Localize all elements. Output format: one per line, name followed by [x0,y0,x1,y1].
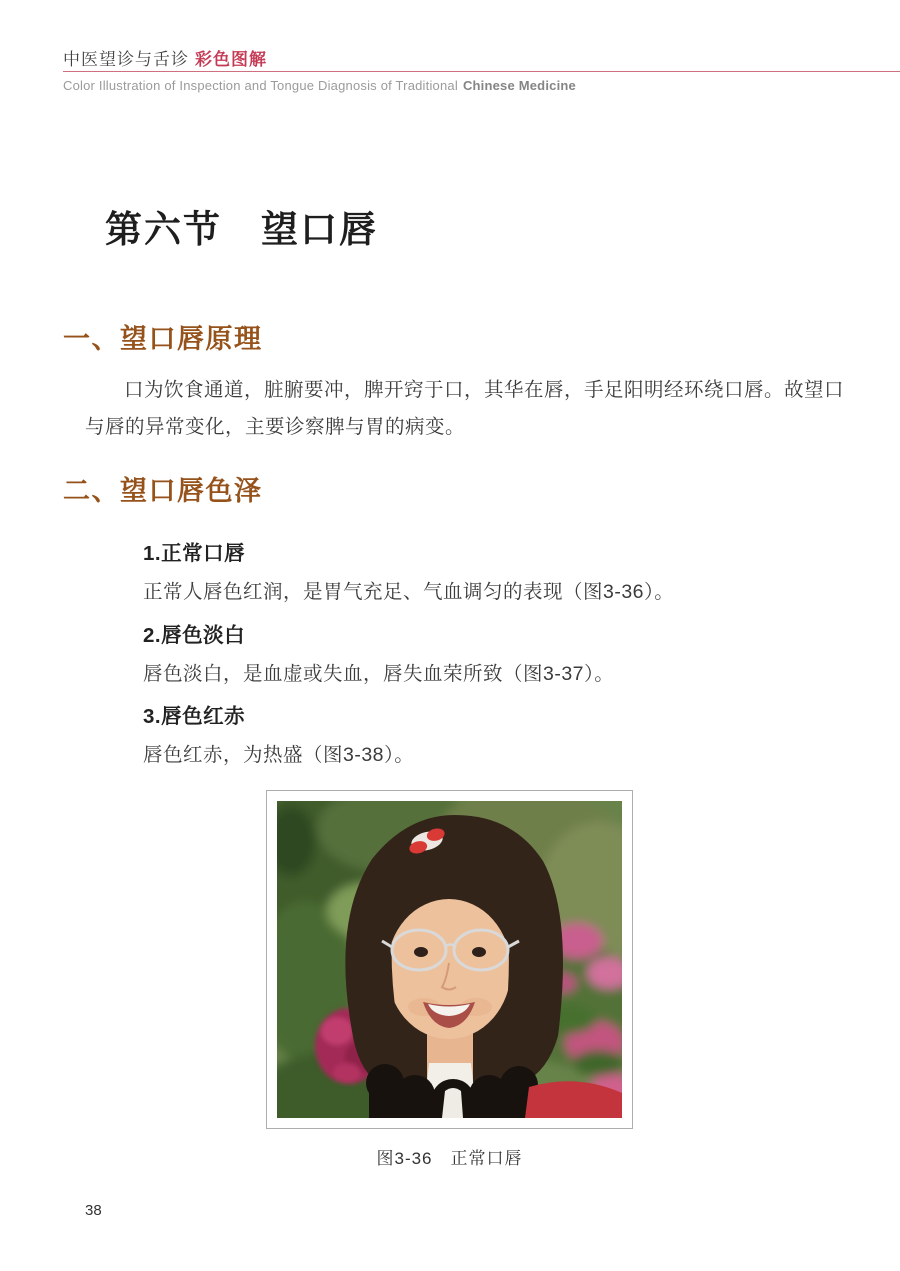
running-head-accent: 彩色图解 [195,50,267,69]
figure-caption: 图3-36 正常口唇 [376,1149,523,1168]
item-text-pale-lips: 唇色淡白，是血虚或失血，唇失血荣所致（图3-37）。 [143,663,615,685]
item-text-normal-lips: 正常人唇色红润，是胃气充足、气血调匀的表现（图3-36）。 [143,581,675,603]
item-title-pale-lips: 2.唇色淡白 [143,624,246,647]
header-rule [63,71,900,72]
item-text-red-lips: 唇色红赤，为热盛（图3-38）。 [143,744,415,766]
section-title: 第六节 望口唇 [105,209,378,250]
figure-photo-frame [266,790,633,1129]
running-head-chinese [63,45,267,70]
item-title-red-lips: 3.唇色红赤 [143,705,246,728]
subsection-heading-2: 二、望口唇色泽 [63,476,263,506]
running-head-english-bold: Chinese Medicine [462,78,576,93]
subsection-1-paragraph: 口为饮食通道，脏腑要冲，脾开窍于口，其华在唇，手足阳明经环绕口唇。故望口与唇的异常变化，主要诊察脾与胃的病变。 [85,379,845,438]
figure-photo [277,801,622,1118]
running-head-english [63,78,576,93]
running-head-title: 中医望诊与舌诊 [63,50,189,69]
subsection-heading-1: 一、望口唇原理 [63,324,263,354]
running-head-english-regular: Color Illustration of Inspection and Tongue Diagnosis of Traditional [63,78,458,93]
page-number: 38 [85,1202,102,1219]
item-title-normal-lips: 1.正常口唇 [143,542,246,565]
